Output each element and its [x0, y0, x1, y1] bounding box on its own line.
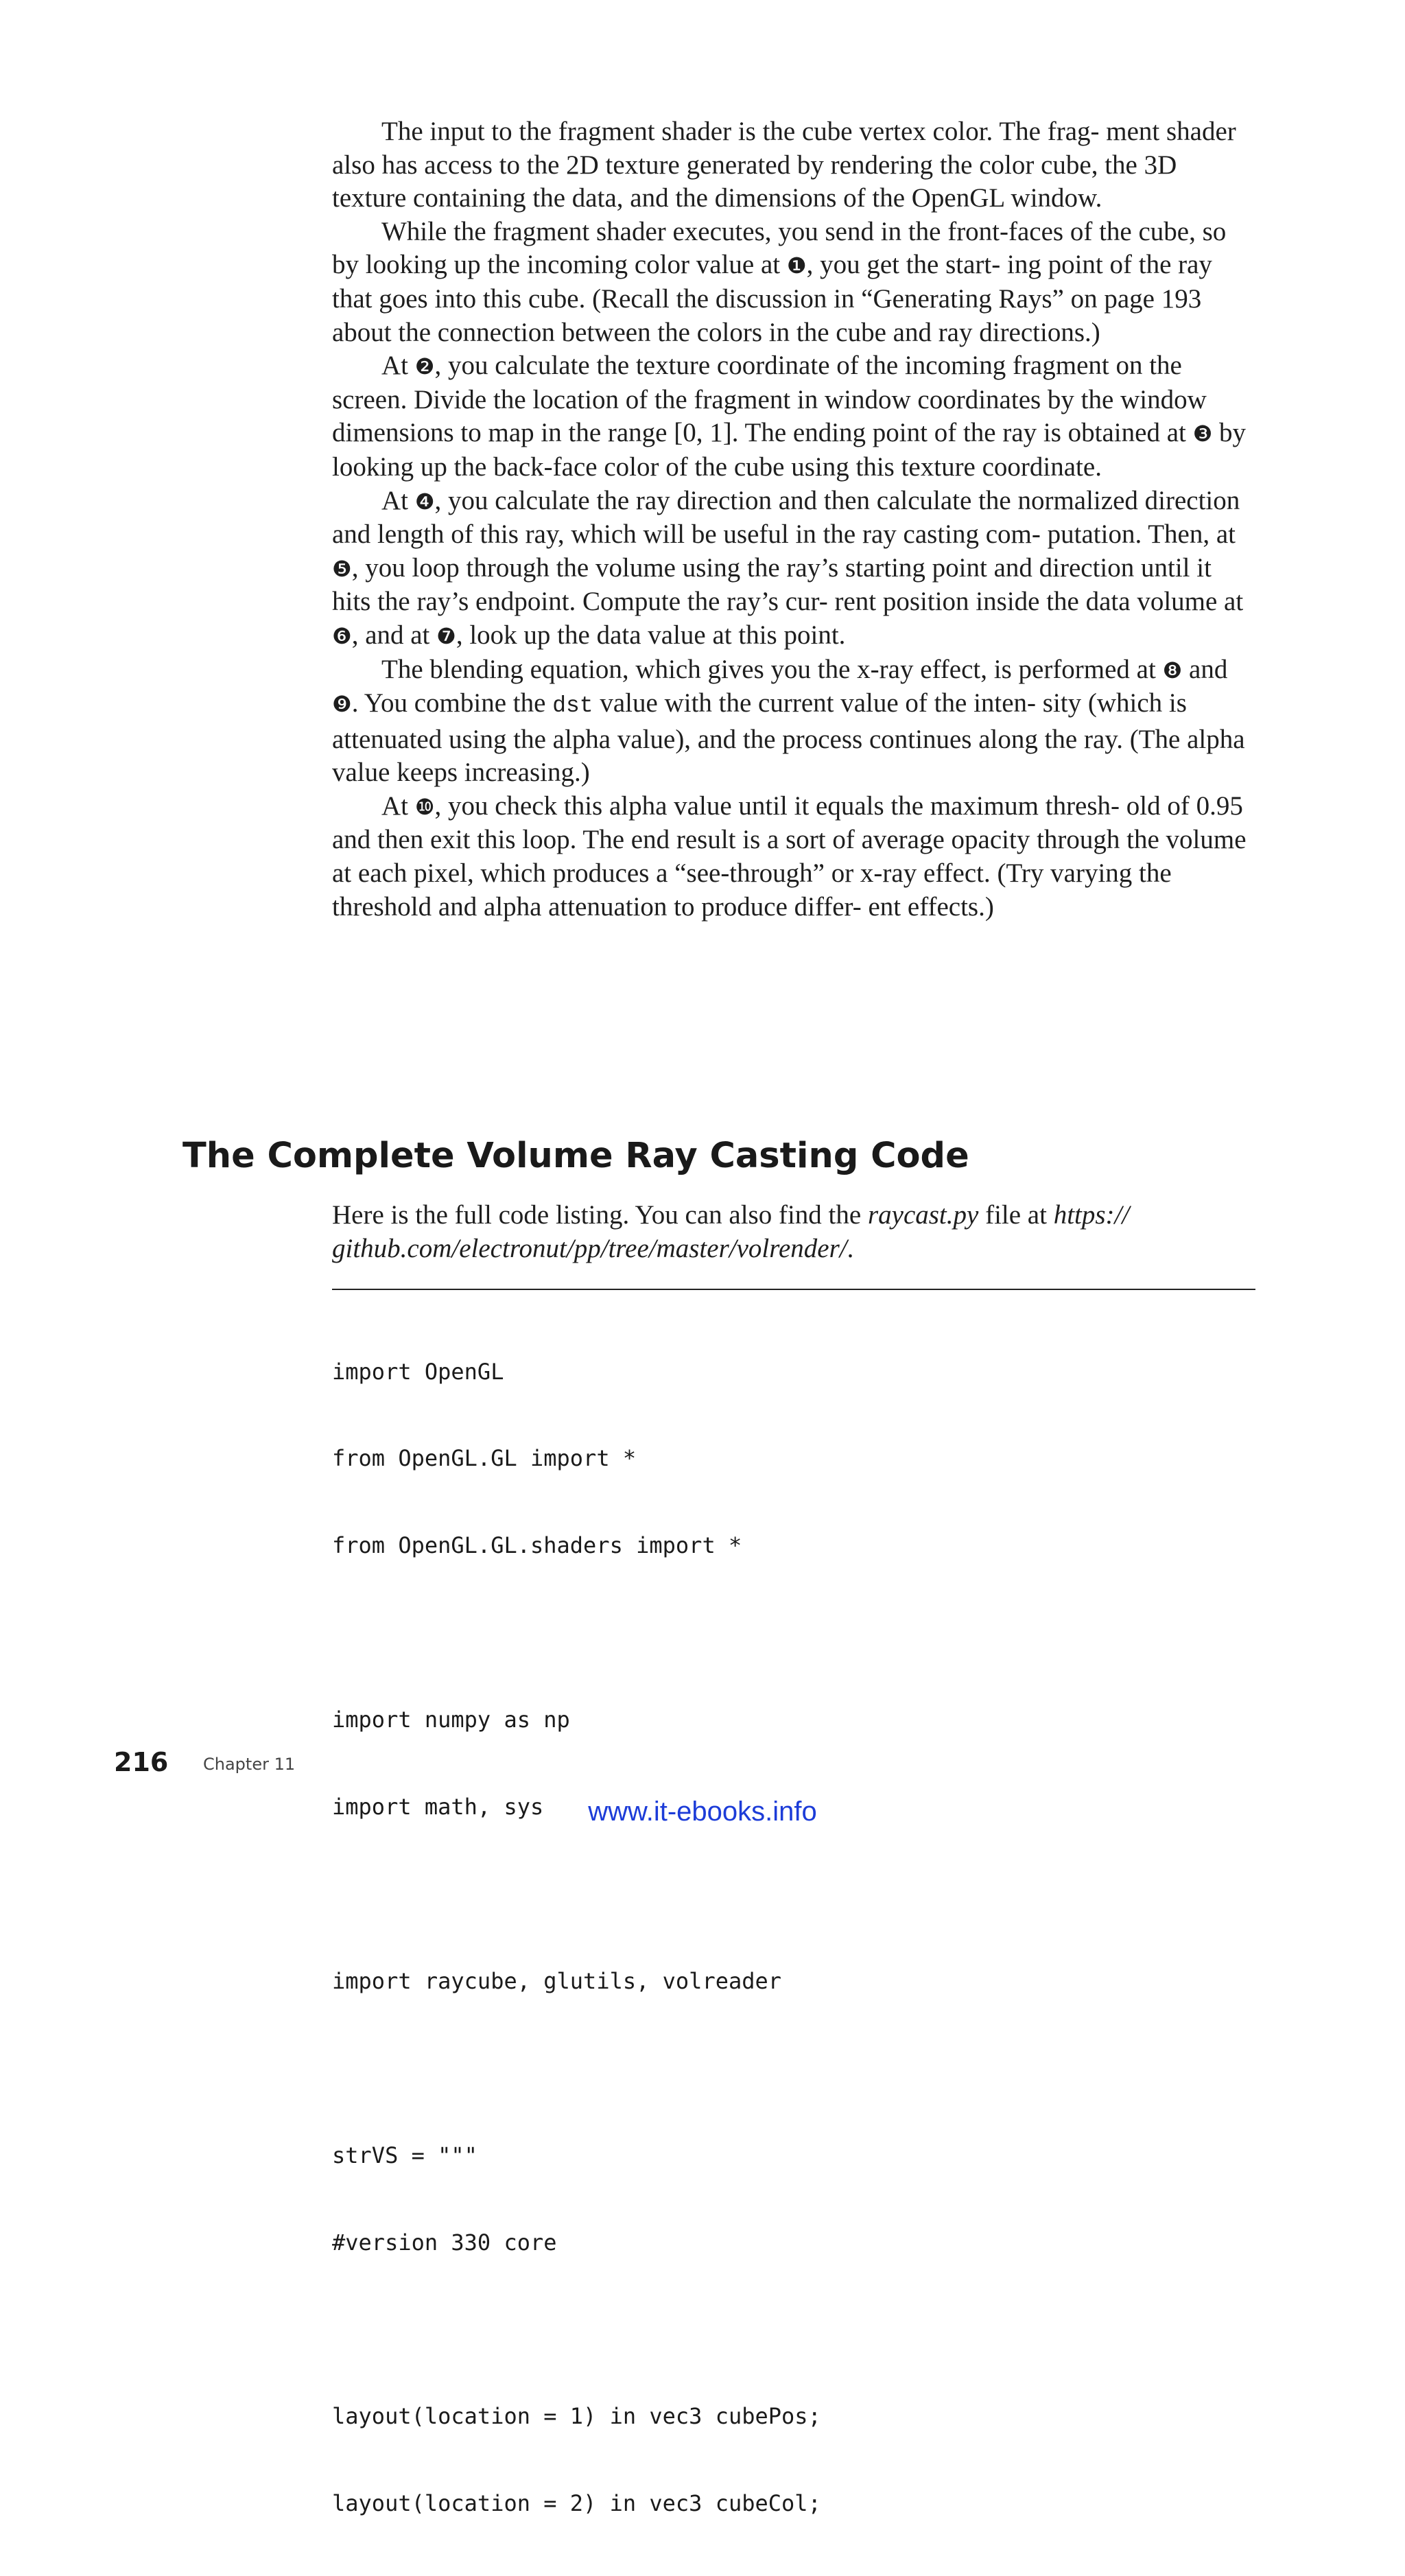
- paragraph-2: [332, 215, 1255, 349]
- website-link[interactable]: www.it-ebooks.info: [588, 1796, 817, 1827]
- code-line: #version 330 core: [332, 2229, 557, 2256]
- callout-10-icon: ❿: [414, 793, 435, 820]
- filename-raycast: raycast.py: [867, 1200, 979, 1230]
- code-line: import numpy as np: [332, 1707, 570, 1733]
- code-line: layout(location = 1) in vec3 cubePos;: [332, 2403, 821, 2430]
- paragraph-1: The input to the fragment shader is the cube vertex color. The frag- ment shader also has access to the 2D texture generated by rendering the color cube, the 3D texture containing the data, and the dimensions of the OpenGL window.: [332, 117, 1236, 213]
- code-line: import raycube, glutils, volreader: [332, 1967, 782, 1994]
- p5-text-4: value with the current value of the inten- sity (which is attenuated using the alpha value), and the process continues along the ray. (The alpha value keeps increasing.): [332, 688, 1245, 788]
- page-number: 216: [114, 1747, 169, 1777]
- code-line: [332, 2315, 1255, 2343]
- p4-text-3: , you loop through the volume using the ray’s starting point and direction until it hits the ray’s endpoint. Compute the ray’s cur- rent position inside the data volume at: [332, 552, 1244, 617]
- callout-8-icon: ❽: [1162, 657, 1183, 683]
- p4-text-4: , and at: [351, 620, 437, 650]
- code-divider: [332, 1289, 1255, 1290]
- section-heading: The Complete Volume Ray Casting Code: [182, 1136, 969, 1176]
- code-line: strVS = """: [332, 2142, 477, 2168]
- section-intro: [332, 1199, 1255, 1265]
- p5-text-2: and: [1182, 654, 1228, 684]
- callout-3-icon: ❸: [1192, 421, 1213, 447]
- code-line: [332, 2054, 1255, 2083]
- p5-text-1: The blending equation, which gives you the x-ray effect, is performed at: [381, 654, 1163, 684]
- paragraph-4: [332, 484, 1255, 653]
- paragraph-5: [332, 653, 1255, 790]
- callout-6-icon: ❻: [332, 622, 352, 649]
- code-line: [332, 1618, 1255, 1647]
- code-listing: [332, 1299, 1255, 2576]
- p4-text-5: , look up the data value at this point.: [456, 620, 846, 650]
- paragraph-6: [332, 790, 1255, 924]
- p3-text-1: At: [381, 351, 415, 381]
- paragraph-3: [332, 349, 1255, 484]
- code-line: import OpenGL: [332, 1358, 504, 1385]
- p5-text-3: . You combine the: [351, 688, 553, 718]
- p4-text-1: At: [381, 485, 415, 515]
- code-line: import math, sys: [332, 1794, 544, 1820]
- p6-text-2: , you check this alpha value until it equals the maximum thresh- old of 0.95 and then exit this loop. The end result is a sort of average opacity through the volume at each pixel, which produces a “see-through” or x-ray effect. (Try varying the threshold and alpha attenuation to produce differ- ent effects.): [332, 791, 1247, 922]
- callout-7-icon: ❼: [436, 622, 456, 649]
- intro-text-1: Here is the full code listing. You can also find the: [332, 1200, 868, 1230]
- inline-code-dst: dst: [552, 693, 593, 719]
- callout-4-icon: ❹: [414, 488, 435, 515]
- p2-text-1: While the fragment shader executes, you send in the front-faces of the cube, so by looking up the incoming color value at: [332, 216, 1227, 280]
- intro-text-2: file at: [978, 1200, 1054, 1230]
- callout-2-icon: ❷: [414, 353, 435, 380]
- callout-9-icon: ❾: [332, 691, 352, 718]
- body-text: [332, 115, 1255, 924]
- code-line: from OpenGL.GL import *: [332, 1445, 637, 1472]
- code-line: [332, 1880, 1255, 1908]
- p6-text-1: At: [381, 791, 415, 821]
- callout-1-icon: ❶: [786, 253, 807, 279]
- intro-text-3: .: [847, 1233, 854, 1263]
- p4-text-2: , you calculate the ray direction and then calculate the normalized direction and length of this ray, which will be useful in the ray casting com- putation. Then, at: [332, 485, 1240, 550]
- chapter-label: Chapter 11: [203, 1755, 296, 1774]
- p3-text-2: , you calculate the texture coordinate of the incoming fragment on the screen. Divide the location of the fragment in window coordinates by the window dimensions to map in the range [0, 1]. The ending point of the ray is obtained at: [332, 351, 1207, 448]
- p2-text-2: , you get the start- ing point of the ray that goes into this cube. (Recall the discussion in “Generating Rays” on page 193 about the connection between the colors in the cube and ray directions.): [332, 250, 1212, 347]
- code-line: from OpenGL.GL.shaders import *: [332, 1532, 742, 1559]
- callout-5-icon: ❺: [332, 555, 352, 582]
- p3-text-3: by looking up the back-face color of the cube using this texture coordinate.: [332, 418, 1247, 482]
- code-line: layout(location = 2) in vec3 cubeCol;: [332, 2490, 821, 2517]
- repo-url: https:// github.com/electronut/pp/tree/master/volrender/: [332, 1200, 1130, 1263]
